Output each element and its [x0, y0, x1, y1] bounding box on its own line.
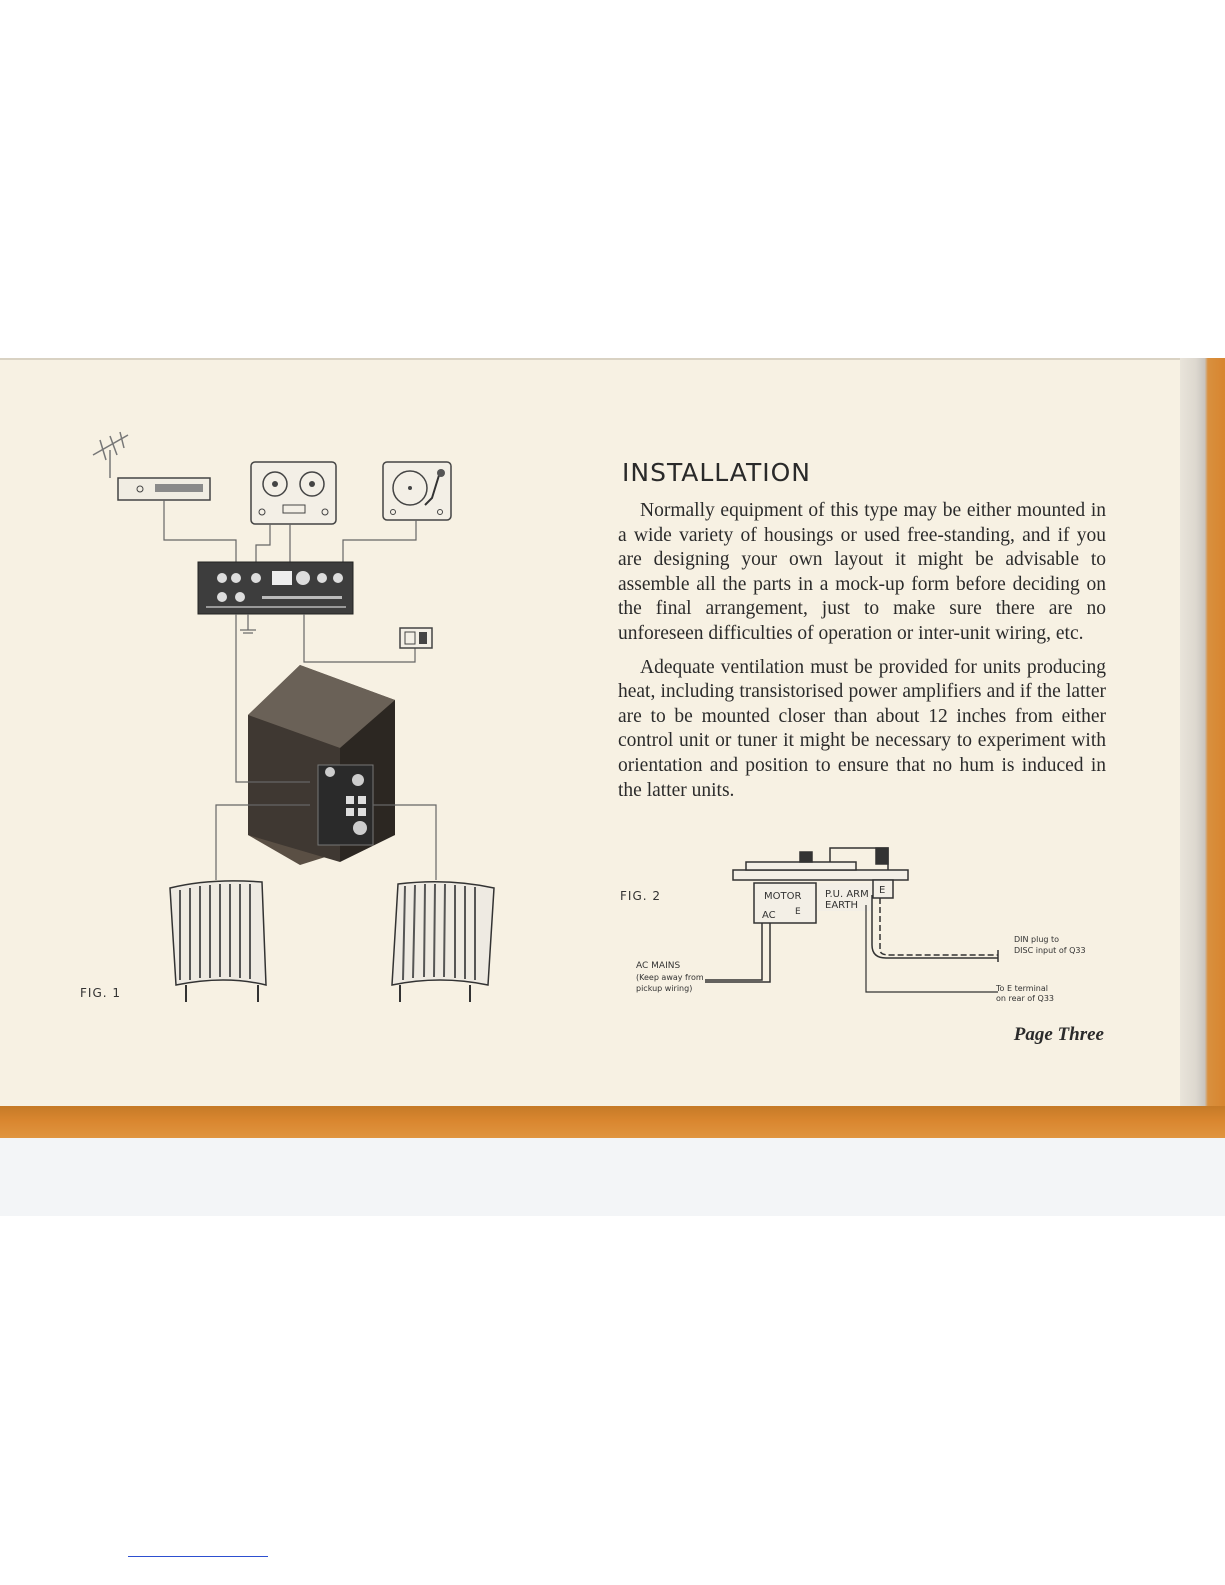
din-label-2: DISC input of Q33 [1014, 946, 1086, 955]
earth-label: EARTH [825, 900, 859, 911]
fig1-label: FIG. 1 [80, 986, 122, 1000]
ac-mains-label: AC MAINS [636, 961, 681, 971]
paragraph-2: Adequate ventilation must be provided for units producing heat, including transistorised power amplifiers and if the latter are to be mounted closer than about 12 inches from either control unit or tuner it might be necessary to experiment with orientation and position to ensure that no hum is induced in the latter units. [618, 656, 1106, 801]
pu-arm-label: P.U. ARM [825, 889, 869, 900]
motor-label: MOTOR [764, 891, 802, 902]
fig2-label: FIG. 2 [620, 889, 662, 903]
paragraph-1: Normally equipment of this type may be either mounted in a wide variety of housings or used free-standing, and if you are designing your own layout it might be advisable to assemble all the parts in a mock-up form before deciding on the final arrangement, just to make sure there are no unforeseen difficulties of operation or inter-unit wiring, etc. [618, 500, 1106, 644]
e-terminal-label-2: on rear of Q33 [996, 994, 1055, 1003]
din-label-1: DIN plug to [1014, 935, 1060, 944]
e-label: E [795, 907, 801, 917]
page-number: Page Three [1013, 1024, 1104, 1045]
ac-mains-note-2: pickup wiring) [636, 984, 693, 993]
section-heading: INSTALLATION [622, 458, 811, 487]
ac-mains-note-1: (Keep away from [636, 973, 704, 982]
e-terminal-label-1: To E terminal [996, 984, 1048, 993]
ac-label: AC [762, 910, 776, 921]
e-terminal-box-label: E [879, 885, 886, 896]
